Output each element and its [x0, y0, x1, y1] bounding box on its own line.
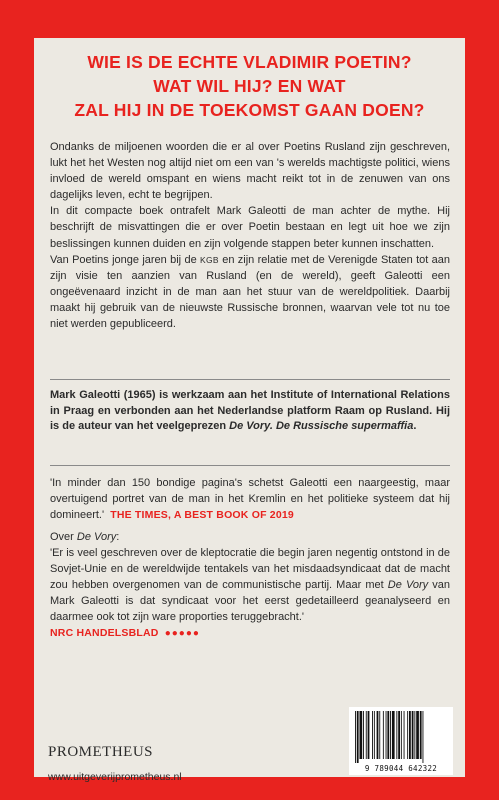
over-label: Over	[50, 531, 77, 543]
headline	[34, 50, 465, 122]
intro-paragraph-2: In dit compacte boek ontrafelt Mark Galeotti de man achter de mythe. Hij beschrijft de misvattingen die er over Poetin bestaan en legt uit hoe we zijn beslissingen kunnen duiden en zijn volgende stappen beter kunnen inschatten.	[50, 205, 450, 250]
quote-nrc	[50, 545, 450, 625]
content-panel	[34, 38, 465, 783]
intro-text	[50, 139, 450, 332]
publisher-url[interactable]: www.uitgeverijprometheus.nl	[48, 771, 182, 783]
quote-nrc-title: De Vory	[387, 579, 429, 591]
quote-nrc-source: NRC HANDELSBLAD	[50, 627, 159, 639]
isbn-barcode	[349, 707, 453, 775]
headline-line-1: WIE IS DE ECHTE VLADIMIR POETIN?	[87, 52, 412, 72]
headline-line-2: WAT WIL HIJ? EN WAT	[153, 76, 346, 96]
intro-p3-rest: en zijn relatie met de Verenigde Staten tot aan zijn visie ten aanzien van Rusland (en de wereld), geeft Galeotti een ongeëvenaard inzicht in de man aan het stuur van de wereldpolitiek. Daarbij maakt hij gebruik van de nieuwste Russische bronnen, waarvan vele tot nu toe niet werden gepubliceerd.	[50, 253, 450, 331]
bio-text: Mark Galeotti (1965) is werkzaam aan het Institute of International Relations in Praag en verbonden aan het Nederlandse platform Raam op Rusland. Hij is de auteur van het veelgeprezen	[50, 389, 450, 433]
quote-nrc-text-b: van Mark Galeotti is dat syndicaat voor het eerst gedetailleerd geanalyseerd en daarmee ook tot zijn ware proporties teruggebracht.'	[50, 579, 451, 623]
author-bio	[50, 388, 450, 435]
over-devory-label	[50, 529, 450, 545]
barcode-digits: 9 789044 642322	[364, 764, 438, 773]
barcode-bars	[353, 711, 449, 763]
intro-paragraph-3	[50, 252, 450, 332]
over-colon: :	[116, 531, 120, 543]
quote-nrc-attribution	[50, 625, 450, 642]
quote-nrc-text-a: 'Er is veel geschreven over de kleptocratie die begin jaren negentig ontstond in de Sovjet-Unie en de wereldwijde tentakels van het misdaadsyndicaat dat de macht zou hebben overgenomen van de communistische partij. Maar met	[50, 547, 450, 591]
rating-dots: ●●●●●	[164, 628, 200, 639]
quote-times-text: 'In minder dan 150 bondige pagina's schetst Galeotti een naargeestig, maar overtuigend portret van de man in het Kremlin en het politieke systeem dat hij domineert.'	[50, 477, 450, 521]
quote-times-source: THE TIMES, A BEST BOOK OF 2019	[110, 509, 294, 521]
intro-p3-start: Van Poetins jonge jaren bij de	[50, 253, 201, 266]
intro-paragraph-1: Ondanks de miljoenen woorden die er al over Poetins Rusland zijn geschreven, lukt het het Westen nog altijd niet om een van 's werelds machtigste politici, wiens invloed de wereld omspant en wiens macht reikt tot in de zenuwen van ons dagelijks leven, echt te begrijpen.	[50, 141, 450, 202]
bio-end: .	[413, 420, 417, 433]
divider-top	[50, 379, 450, 380]
divider-bottom	[50, 465, 450, 466]
publisher-logo: PROMETHEUS	[48, 744, 154, 760]
press-quotes	[50, 475, 450, 642]
kgb-smallcaps: KGB	[200, 254, 219, 265]
over-title: De Vory	[76, 531, 117, 543]
bio-book-title: De Vory. De Russische supermaffia	[229, 420, 414, 433]
quote-times	[50, 475, 450, 523]
headline-line-3: ZAL HIJ IN DE TOEKOMST GAAN DOEN?	[74, 100, 425, 120]
